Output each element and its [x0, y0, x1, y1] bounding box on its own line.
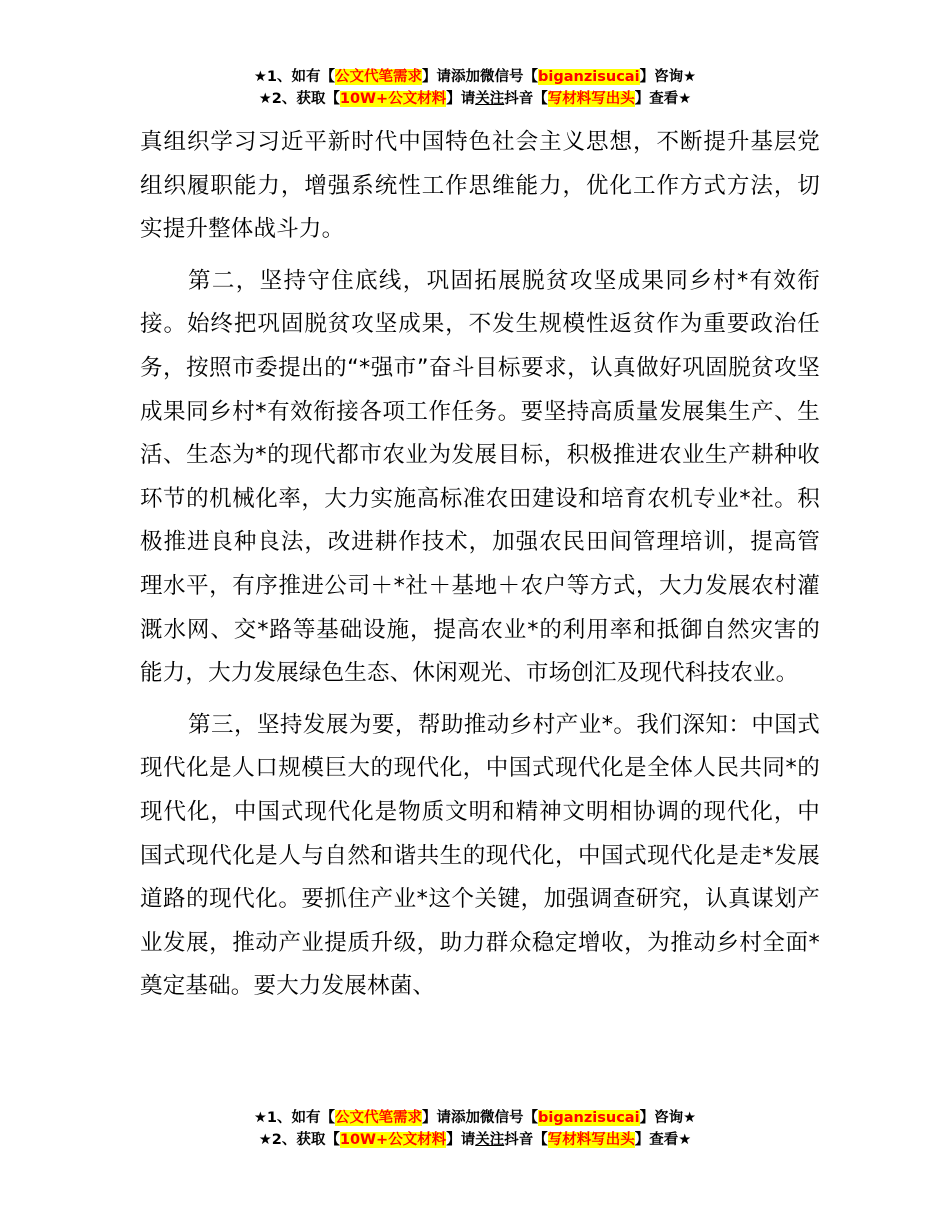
- header-line-2-prefix: ★2、获取【: [258, 91, 340, 107]
- footer-line-2: [0, 1129, 950, 1151]
- header-banner: [0, 66, 950, 110]
- footer-line-1-suffix: 】咨询★: [639, 1110, 697, 1126]
- header-line-2-middle: 】请: [446, 91, 476, 107]
- header-line-2-underlined: 关注: [475, 91, 505, 107]
- paragraph-third-point: 第三，坚持发展为要，帮助推动乡村产业*。我们深知：中国式现代化是人口规模巨大的现代化，中国式现代化是全体人民共同*的现代化，中国式现代化是物质文明和精神文明相协调的现代化，中国式现代化是人与自然和谐共生的现代化，中国式现代化是走*发展道路的现代化。要抓住产业*这个关键，加强调查研究，认真谋划产业发展，推动产业提质升级，助力群众稳定增收，为推动乡村全面*奠定基础。要大力发展林菌、: [140, 711, 820, 1000]
- header-line-1: [0, 66, 950, 88]
- paragraph-continuation: 真组织学习习近平新时代中国特色社会主义思想，不断提升基层党组织履职能力，增强系统性工作思维能力，优化工作方式方法，切实提升整体战斗力。: [140, 129, 820, 243]
- header-line-1-middle: 】请添加微信号【: [422, 69, 539, 85]
- footer-banner: [0, 1107, 950, 1151]
- footer-line-2-highlight-materials: 10W+公文材料: [339, 1132, 447, 1148]
- document-body: [140, 121, 820, 1009]
- header-line-2-highlight-materials: 10W+公文材料: [339, 91, 447, 107]
- footer-line-1-highlight-service: 公文代笔需求: [335, 1110, 423, 1126]
- header-line-1-suffix: 】咨询★: [639, 69, 697, 85]
- header-line-2-highlight-douyin: 写材料写出头: [547, 91, 635, 107]
- header-line-2-suffix: 】查看★: [634, 91, 692, 107]
- footer-line-1-prefix: ★1、如有【: [253, 1110, 336, 1126]
- footer-line-1-highlight-wechat-id: biganzisucai: [538, 1110, 640, 1126]
- header-line-2: [0, 88, 950, 110]
- header-line-2-middle-2: 抖音【: [504, 91, 548, 107]
- footer-line-2-middle-2: 抖音【: [504, 1132, 548, 1148]
- footer-line-2-highlight-douyin: 写材料写出头: [547, 1132, 635, 1148]
- footer-line-2-middle: 】请: [446, 1132, 476, 1148]
- footer-line-1: [0, 1107, 950, 1129]
- paragraph-second-point: 第二，坚持守住底线，巩固拓展脱贫攻坚成果同乡村*有效衔接。始终把巩固脱贫攻坚成果，不发生规模性返贫作为重要政治任务，按照市委提出的“*强市”奋斗目标要求，认真做好巩固脱贫攻坚成果同乡村*有效衔接各项工作任务。要坚持高质量发展集生产、生活、生态为*的现代都市农业为发展目标，积极推进农业生产耕种收环节的机械化率，大力实施高标准农田建设和培育农机专业*社。积极推进良种良法，改进耕作技术，加强农民田间管理培训，提高管理水平，有序推进公司＋*社＋基地＋农户等方式，大力发展农村灌溉水网、交*路等基础设施，提高农业*的利用率和抵御自然灾害的能力，大力发展绿色生态、休闲观光、市场创汇及现代科技农业。: [140, 267, 820, 687]
- footer-line-1-middle: 】请添加微信号【: [422, 1110, 539, 1126]
- header-line-1-prefix: ★1、如有【: [253, 69, 336, 85]
- header-line-1-highlight-service: 公文代笔需求: [335, 69, 423, 85]
- footer-line-2-prefix: ★2、获取【: [258, 1132, 340, 1148]
- header-line-1-highlight-wechat-id: biganzisucai: [538, 69, 640, 85]
- footer-line-2-underlined: 关注: [475, 1132, 505, 1148]
- footer-line-2-suffix: 】查看★: [634, 1132, 692, 1148]
